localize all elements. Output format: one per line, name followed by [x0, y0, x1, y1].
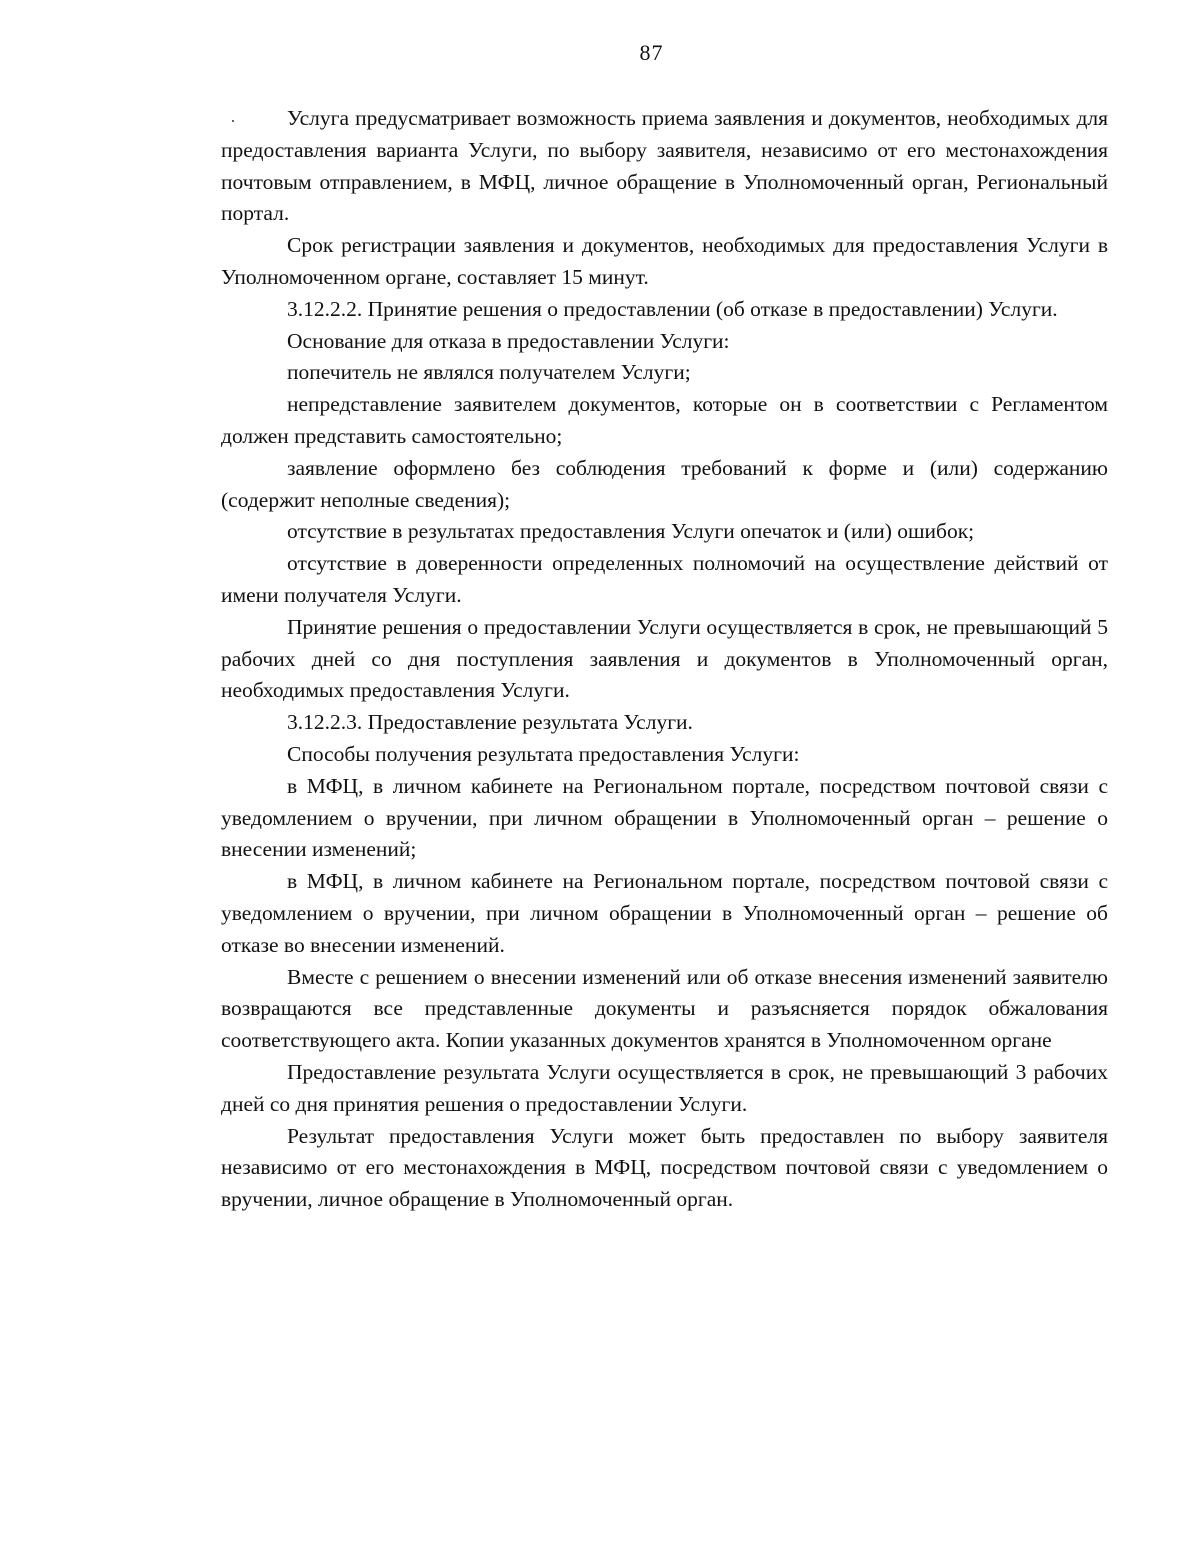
paragraph-result-methods-intro: Способы получения результата предоставления Услуги:	[287, 741, 800, 766]
section-heading-3-12-2-3: 3.12.2.3. Предоставление результата Услуги.	[287, 710, 693, 735]
section-heading-3-12-2-2: 3.12.2.2. Принятие решения о предоставлении (об отказе в предоставлении) Услуги.	[287, 296, 1058, 321]
list-item-refusal-ground: отсутствие в результатах предоставления Услуги опечаток и (или) ошибок;	[287, 519, 975, 544]
paragraph-registration-term: Срок регистрации заявления и документов, необходимых для предоставления Услуги в Уполномоченном органе, составляет 15 минут.	[221, 233, 1108, 289]
paragraph-result-delivery: Результат предоставления Услуги может быть предоставлен по выбору заявителя независимо от его местонахождения в МФЦ, посредством почтовой связи с уведомлением о вручении, личное обращение в Уполномоченный орган.	[221, 1123, 1108, 1212]
list-item-refusal-ground: заявление оформлено без соблюдения требований к форме и (или) содержанию (содержит неполные сведения);	[221, 455, 1108, 512]
paragraph-documents-return: Вместе с решением о внесении изменений или об отказе внесения изменений заявителю возвращаются все представленные документы и разъясняется порядок обжалования соответствующего акта. Копии указанных документов хранятся в Уполномоченном органе	[221, 964, 1108, 1053]
paragraph-service-application: Услуга предусматривает возможность приема заявления и документов, необходимых для предоставления варианта Услуги, по выбору заявителя, независимо от его местонахождения почтовым отправлением, в МФЦ, личное обращение в Уполномоченный орган, Региональный портал.	[221, 106, 1108, 226]
page-number: 87	[639, 40, 664, 65]
paragraph-result-term: Предоставление результата Услуги осуществляется в срок, не превышающий 3 рабочих дней со дня принятия решения о предоставлении Услуги.	[221, 1059, 1108, 1116]
list-item-refusal-ground: отсутствие в доверенности определенных полномочий на осуществление действий от имени получателя Услуги.	[221, 551, 1108, 607]
document-body	[221, 103, 1108, 1216]
list-item-result-method: в МФЦ, в личном кабинете на Региональном портале, посредством почтовой связи с уведомлением о вручении, при личном обращении в Уполномоченный орган – решение о внесении изменений;	[221, 773, 1108, 862]
paragraph-decision-term: Принятие решения о предоставлении Услуги осуществляется в срок, не превышающий 5 рабочих дней со дня поступления заявления и документов в Уполномоченный орган, необходимых предоставления Услуги.	[221, 614, 1108, 703]
list-item-refusal-ground: непредставление заявителем документов, которые он в соответствии с Регламентом должен представить самостоятельно;	[221, 392, 1108, 448]
list-item-result-method: в МФЦ, в личном кабинете на Региональном портале, посредством почтовой связи с уведомлением о вручении, при личном обращении в Уполномоченный орган – решение об отказе во внесении изменений.	[221, 869, 1108, 957]
list-item-refusal-ground: попечитель не являлся получателем Услуги;	[287, 360, 691, 385]
paragraph-refusal-grounds-intro: Основание для отказа в предоставлении Услуги:	[287, 328, 730, 353]
